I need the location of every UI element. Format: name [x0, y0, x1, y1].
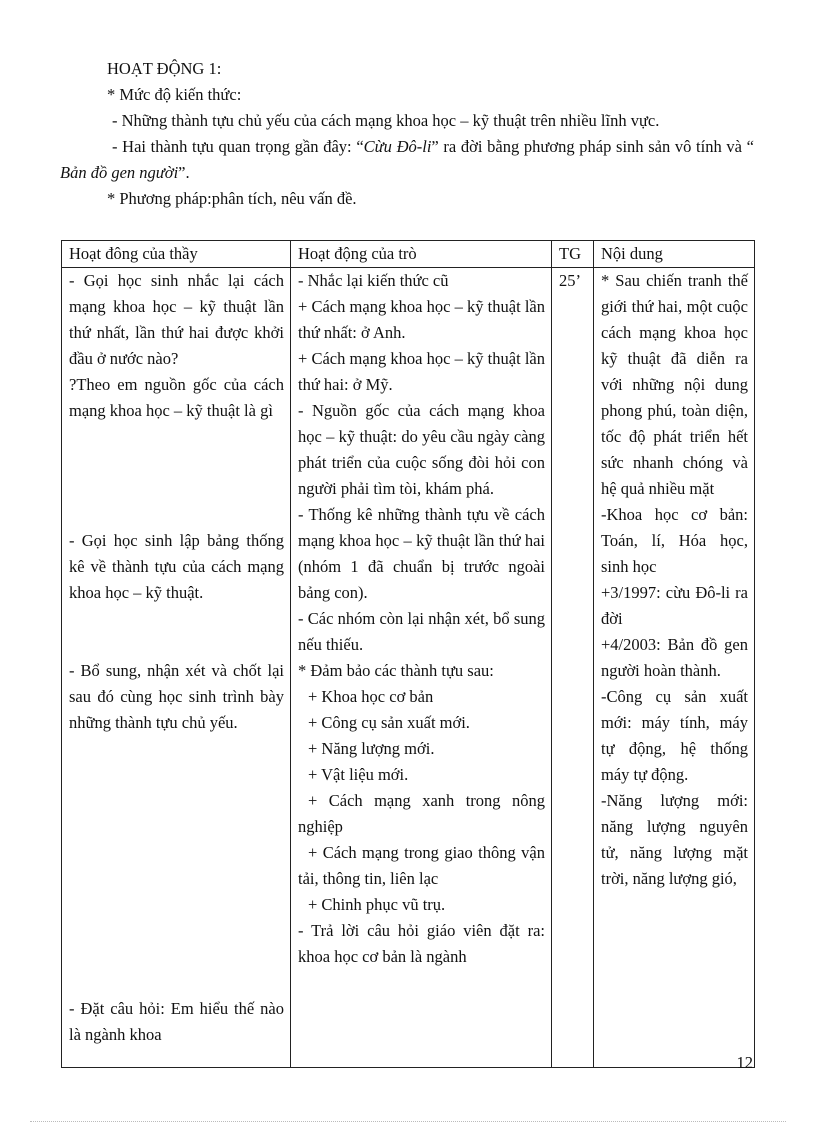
- content-item: +4/2003: Bản đồ gen người hoàn thành.: [601, 635, 748, 680]
- point2-text-c: ”.: [178, 163, 190, 182]
- content-item: -Khoa học cơ bản: Toán, lí, Hóa học, sinh học: [601, 505, 748, 576]
- student-item: - Trả lời câu hỏi giáo viên đặt ra: khoa học cơ bản là ngành: [298, 921, 545, 966]
- footer-divider: [30, 1121, 786, 1122]
- student-item: + Công cụ sản xuất mới.: [308, 713, 470, 732]
- teacher-cell: [62, 268, 291, 1068]
- student-item: + Cách mạng xanh trong nông nghiệp: [298, 791, 545, 836]
- student-cell: [291, 268, 552, 1068]
- content-item: -Công cụ sản xuất mới: máy tính, máy tự động, hệ thống máy tự động.: [601, 687, 748, 784]
- student-item: + Cách mạng trong giao thông vận tải, thông tin, liên lạc: [298, 843, 545, 888]
- time-cell: 25’: [552, 268, 594, 1068]
- knowledge-point-1: - Những thành tựu chủ yếu của cách mạng khoa học – kỹ thuật trên nhiều lĩnh vực.: [112, 111, 660, 130]
- point2-sheep: Cừu Đô-li: [363, 137, 432, 156]
- student-item: + Cách mạng khoa học – kỹ thuật lần thứ hai: ở Mỹ.: [298, 349, 545, 394]
- header-teacher: Hoạt đông của thầy: [62, 241, 291, 268]
- knowledge-point-2: [60, 134, 754, 186]
- teacher-item: ?Theo em nguồn gốc của cách mạng khoa học – kỹ thuật là gì: [69, 375, 284, 420]
- student-item: + Cách mạng khoa học – kỹ thuật lần thứ nhất: ở Anh.: [298, 297, 545, 342]
- table-row: [62, 268, 755, 1068]
- activity-heading: HOẠT ĐỘNG 1:: [107, 59, 222, 78]
- content-item: * Sau chiến tranh thế giới thứ hai, một cuộc cách mạng khoa học kỹ thuật đã diễn ra với những nội dung phong phú, toàn diện, tốc độ phát triển hết sức nhanh chóng và hệ quả nhiều mặt: [601, 271, 748, 498]
- teacher-item: - Gọi học sinh lập bảng thống kê về thành tựu của cách mạng khoa học – kỹ thuật.: [69, 531, 284, 602]
- student-item: - Nguồn gốc của cách mạng khoa học – kỹ thuật: do yêu cầu ngày càng phát triển của cuộc sống đòi hỏi con người phải tìm tòi, khám phá.: [298, 401, 545, 498]
- header-content: Nội dung: [594, 241, 755, 268]
- student-item: + Năng lượng mới.: [308, 739, 435, 758]
- header-student: Hoạt động của trò: [291, 241, 552, 268]
- lesson-table: [61, 240, 755, 1068]
- student-item: + Chinh phục vũ trụ.: [308, 895, 446, 914]
- table-header-row: [62, 241, 755, 268]
- point2-text-b: ” ra đời bằng phương pháp sinh sản vô tính và “: [431, 137, 754, 156]
- student-item: - Các nhóm còn lại nhận xét, bổ sung nếu thiếu.: [298, 609, 545, 654]
- student-item: - Thống kê những thành tựu về cách mạng khoa học – kỹ thuật lần thứ hai (nhóm 1 đã chuẩn bị trước ngoài bảng con).: [298, 505, 545, 602]
- content-item: +3/1997: cừu Đô-li ra đời: [601, 583, 748, 628]
- page-number: 12: [736, 1053, 753, 1072]
- point2-text-a: - Hai thành tựu quan trọng gần đây: “: [112, 137, 364, 156]
- content-cell: [594, 268, 755, 1068]
- teacher-item: - Gọi học sinh nhắc lại cách mạng khoa học – kỹ thuật lần thứ nhất, lần thứ hai được khởi đầu ở nước nào?: [69, 271, 284, 368]
- method-label: * Phương pháp:phân tích, nêu vấn đề.: [107, 189, 357, 208]
- knowledge-level-label: * Mức độ kiến thức:: [107, 85, 242, 104]
- student-item: - Nhắc lại kiến thức cũ: [298, 271, 449, 290]
- student-item: * Đảm bảo các thành tựu sau:: [298, 661, 494, 680]
- student-item: + Vật liệu mới.: [308, 765, 409, 784]
- content-item: -Năng lượng mới: năng lượng nguyên tử, năng lượng mặt trời, năng lượng gió,: [601, 791, 748, 888]
- point2-genome-map: Bản đồ gen người: [60, 163, 179, 182]
- header-time: TG: [552, 241, 594, 268]
- teacher-item: - Đặt câu hỏi: Em hiểu thế nào là ngành khoa: [69, 999, 284, 1044]
- teacher-item: - Bổ sung, nhận xét và chốt lại sau đó cùng học sinh trình bày những thành tựu chủ yếu.: [69, 661, 284, 732]
- student-item: + Khoa học cơ bản: [308, 687, 434, 706]
- intro-section: [60, 56, 754, 212]
